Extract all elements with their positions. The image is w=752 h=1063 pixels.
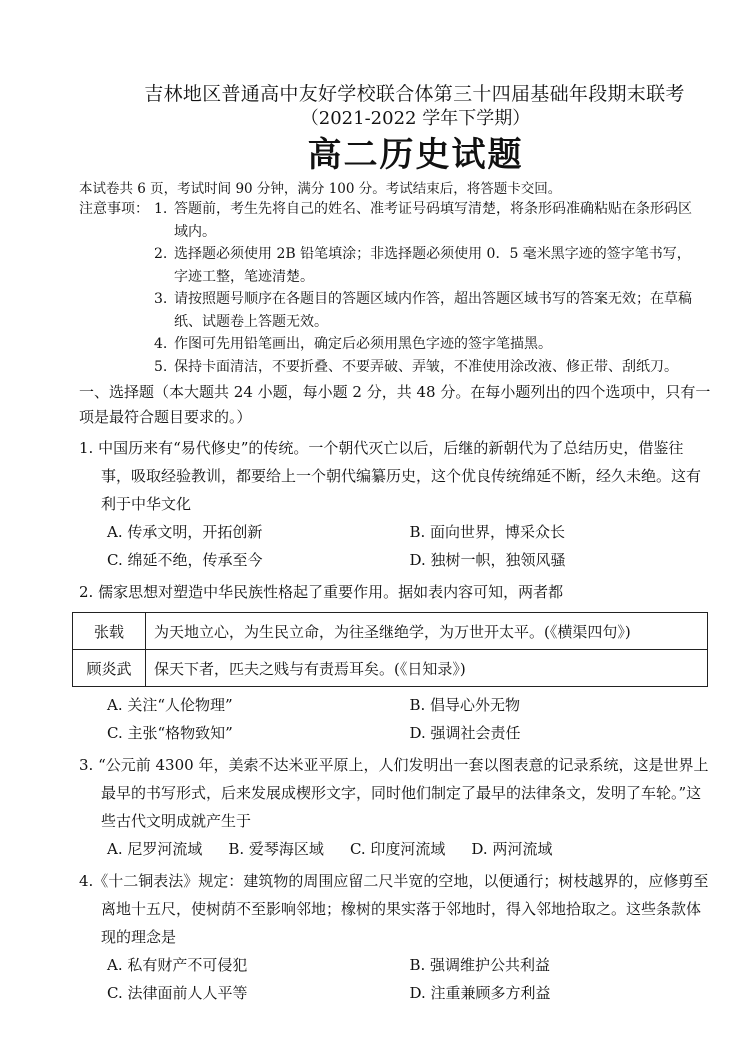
note-text: 答题前，考生先将自己的姓名、准考证号码填写清楚，将条形码准确粘贴在条形码区域内。 — [174, 201, 692, 240]
table-row — [73, 613, 708, 650]
question-options — [79, 951, 712, 1007]
table-cell-quote: 为天地立心，为生民立命，为往圣继绝学，为万世开太平。(《横渠四句》) — [146, 613, 708, 650]
question-stem: 1. 中国历来有“易代修史”的传统。一个朝代灭亡以后，后继的新朝代为了总结历史，借鉴往事，吸取经验教训，都要给上一个朝代编纂历史，这个优良传统绵延不断，经久未绝。这有利于中华文化 — [79, 439, 702, 513]
note-text: 作图可先用铅笔画出，确定后必须用黑色字迹的签字笔描黑。 — [174, 336, 552, 352]
option-d[interactable]: D. 强调社会责任 — [409, 724, 521, 742]
table-cell-quote: 保天下者，匹夫之贱与有责焉耳矣。(《日知录》) — [146, 650, 708, 687]
exam-info: 本试卷共 6 页，考试时间 90 分钟，满分 100 分。考试结束后，将答题卡交回。 — [79, 181, 562, 197]
note-number: 2. — [154, 246, 168, 262]
note-text: 保持卡面清洁，不要折叠、不要弄破、弄皱，不准使用涂改液、修正带、刮纸刀。 — [174, 358, 678, 375]
note-item — [154, 333, 712, 356]
note-item — [154, 356, 712, 379]
question-options — [79, 691, 712, 747]
question-1 — [79, 434, 712, 574]
question-3 — [79, 751, 712, 863]
note-item — [154, 198, 712, 243]
option-b[interactable]: B. 爱琴海区域 — [228, 840, 324, 858]
option-d[interactable]: D. 两河流域 — [471, 840, 553, 858]
option-d[interactable]: D. 独树一帜，独领风骚 — [409, 551, 566, 569]
note-text: 请按照题号顺序在各题目的答题区域内作答，超出答题区域书写的答案无效；在草稿纸、试题卷上答题无效。 — [174, 291, 692, 330]
note-text: 选择题必须使用 2B 铅笔填涂；非选择题必须使用 0．5 毫米黑字迹的签字笔书写，字迹工整，笔迹清楚。 — [174, 246, 691, 285]
notes-section — [79, 198, 712, 378]
exam-series-heading: 吉林地区普通高中友好学校联合体第三十四届基础年段期末联考 — [144, 83, 685, 105]
option-c[interactable]: C. 绵延不绝，传承至今 — [107, 551, 263, 569]
question-options — [79, 518, 712, 574]
note-number: 3. — [154, 291, 168, 307]
option-b[interactable]: B. 倡导心外无物 — [409, 696, 521, 714]
note-number: 4. — [154, 336, 168, 352]
option-b[interactable]: B. 面向世界，博采众长 — [409, 523, 566, 541]
question-4 — [79, 867, 712, 1007]
table-cell-author: 顾炎武 — [73, 650, 146, 687]
question-stem: 4.《十二铜表法》规定：建筑物的周围应留二尺半宽的空地，以便通行；树枝越界的，应修剪至离地十五尺，使树荫不至影响邻地；橡树的果实落于邻地时，得入邻地拾取之。这些条款体现的理念是 — [79, 872, 709, 946]
option-a[interactable]: A. 私有财产不可侵犯 — [107, 956, 248, 974]
quote-table — [72, 612, 708, 687]
notes-label: 注意事项： — [79, 201, 149, 217]
note-item — [154, 243, 712, 288]
notes-list — [154, 198, 712, 378]
option-c[interactable]: C. 主张“格物致知” — [107, 724, 233, 742]
note-item — [154, 288, 712, 333]
question-options — [79, 835, 712, 863]
note-number: 1. — [154, 201, 168, 217]
question-2 — [79, 578, 712, 747]
option-a[interactable]: A. 尼罗河流域 — [107, 840, 203, 858]
question-stem: 2. 儒家思想对塑造中华民族性格起了重要作用。据如表内容可知，两者都 — [79, 583, 564, 601]
option-a[interactable]: A. 关注“人伦物理” — [107, 696, 233, 714]
page-title: 高二历史试题 — [307, 135, 524, 175]
question-stem: 3. “公元前 4300 年，美索不达米亚平原上，人们发明出一套以图表意的记录系统，这是世界上最早的书写形式，后来发展成楔形文字，同时他们制定了最早的法律条文，发明了车轮。”这些古代文明成就产生于 — [79, 756, 709, 830]
table-row — [73, 650, 708, 687]
section-heading: 一、选择题（本大题共 24 小题，每小题 2 分，共 48 分。在每小题列出的四个选项中，只有一项是最符合题目要求的。） — [79, 383, 711, 426]
option-c[interactable]: C. 印度河流域 — [349, 840, 446, 858]
option-d[interactable]: D. 注重兼顾多方利益 — [409, 984, 551, 1002]
school-year-heading: （2021-2022 学年下学期） — [300, 108, 531, 129]
note-number: 5. — [154, 358, 168, 375]
option-c[interactable]: C. 法律面前人人平等 — [107, 984, 248, 1002]
option-b[interactable]: B. 强调维护公共利益 — [409, 956, 551, 974]
option-a[interactable]: A. 传承文明，开拓创新 — [107, 523, 263, 541]
table-cell-author: 张载 — [73, 613, 146, 650]
